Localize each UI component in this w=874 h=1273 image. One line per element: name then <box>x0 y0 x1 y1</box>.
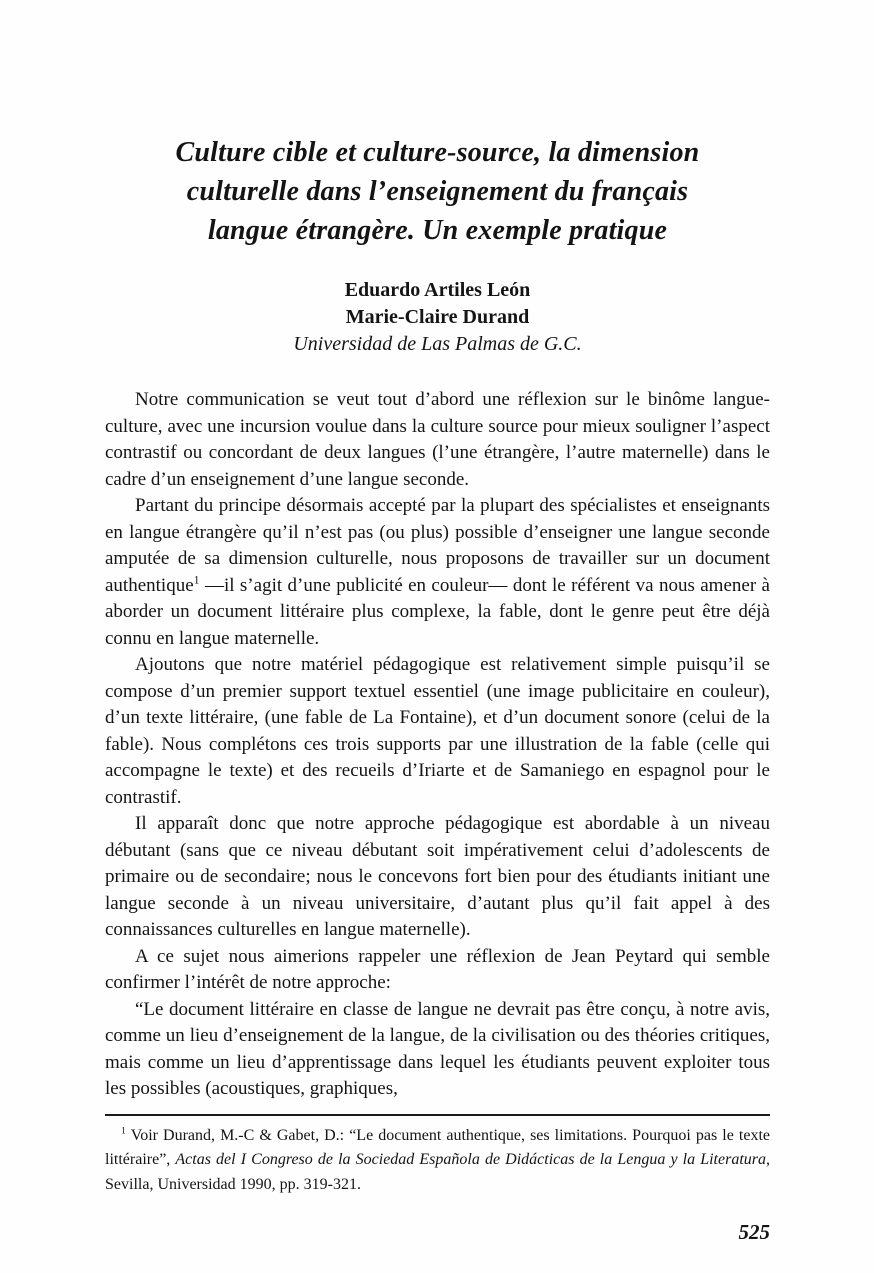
article-title-line-2: culturelle dans l’enseignement du français <box>186 176 689 207</box>
author-name-1: Eduardo Artiles León <box>344 279 531 301</box>
text-column <box>105 0 770 1197</box>
body-paragraph-2 <box>105 493 770 652</box>
body-paragraph-6: “Le document littéraire en classe de langue ne devrait pas être conçu, à notre avis, comme un lieu d’enseignement de la langue, de la civilisation ou des théories critiques, mais comme un lieu d’apprentissage dans lequel les étudiants peuvent exploiter tous les possibles (acoustiques, graphiques, <box>105 998 770 1099</box>
footnote <box>105 1124 770 1198</box>
body-paragraph-2-continued: —il s’agit d’une publicité en couleur— dont le référent va nous amener à aborder un document littéraire plus complexe, la fable, dont le genre peut être déjà connu en langue maternelle. <box>105 574 770 649</box>
body-paragraph-1: Notre communication se veut tout d’abord une réflexion sur le binôme langue-culture, avec une incursion voulue dans la culture source pour mieux souligner l’aspect contrastif ou concordant de deux langues (l’une étrangère, l’autre maternelle) dans le cadre d’un enseignement d’une langue seconde. <box>105 389 770 490</box>
body-paragraph-5: A ce sujet nous aimerions rappeler une réflexion de Jean Peytard qui semble confirmer l’intérêt de notre approche: <box>105 945 770 993</box>
footnote-marker: 1 <box>121 1125 126 1137</box>
article-title-line-1: Culture cible et culture-source, la dimension <box>175 137 700 168</box>
footnote-text: Voir Durand, M.-C & Gabet, D.: “Le document authentique, ses limitations. Pourquoi pas le texte littéraire”, <box>105 1126 770 1168</box>
body-paragraph-3: Ajoutons que notre matériel pédagogique est relativement simple puisqu’il se compose d’un premier support textuel essentiel (une image publicitaire en couleur), d’un texte littéraire, (une fable de La Fontaine), et d’un document sonore (celui de la fable). Nous complétons ces trois supports par une illustration de la fable (celle qui accompagne le texte) et des recueils d’Iriarte et de Samaniego en espagnol pour le contrastif. <box>105 654 770 808</box>
author-affiliation: Universidad de Las Palmas de G.C. <box>293 333 582 355</box>
body-paragraph-4: Il apparaît donc que notre approche pédagogique est abordable à un niveau débutant (sans que ce niveau débutant soit impérativement celui d’adolescents de primaire ou de secondaire; nous le concevons fort bien pour des étudiants initiant une langue seconde à un niveau universitaire, d’autant plus qu’il fait appel à des connaissances culturelles en langue maternelle). <box>105 813 770 940</box>
page-number: 525 <box>738 1220 770 1244</box>
article-body <box>105 387 770 1103</box>
footnote-text-end: , Sevilla, Universidad 1990, pp. 319-321. <box>105 1151 771 1193</box>
footnote-reference-marker: 1 <box>193 573 200 587</box>
footnote-separator-rule <box>105 1114 770 1116</box>
authors-block <box>105 277 770 358</box>
article-title <box>105 133 770 250</box>
body-paragraph-2-text: Partant du principe désormais accepté par la plupart des spécialistes et enseignants en langue étrangère qu’il n’est pas (ou plus) possible d’enseigner une langue seconde amputée de sa dimension culturelle, nous proposons de travailler sur un document authentique <box>105 495 770 596</box>
author-name-2: Marie-Claire Durand <box>345 306 530 328</box>
article-title-line-3: langue étrangère. Un exemple pratique <box>207 215 668 246</box>
footnote-work-title: Actas del I Congreso de la Sociedad Española de Didácticas de la Lengua y la Literatura <box>175 1151 767 1168</box>
